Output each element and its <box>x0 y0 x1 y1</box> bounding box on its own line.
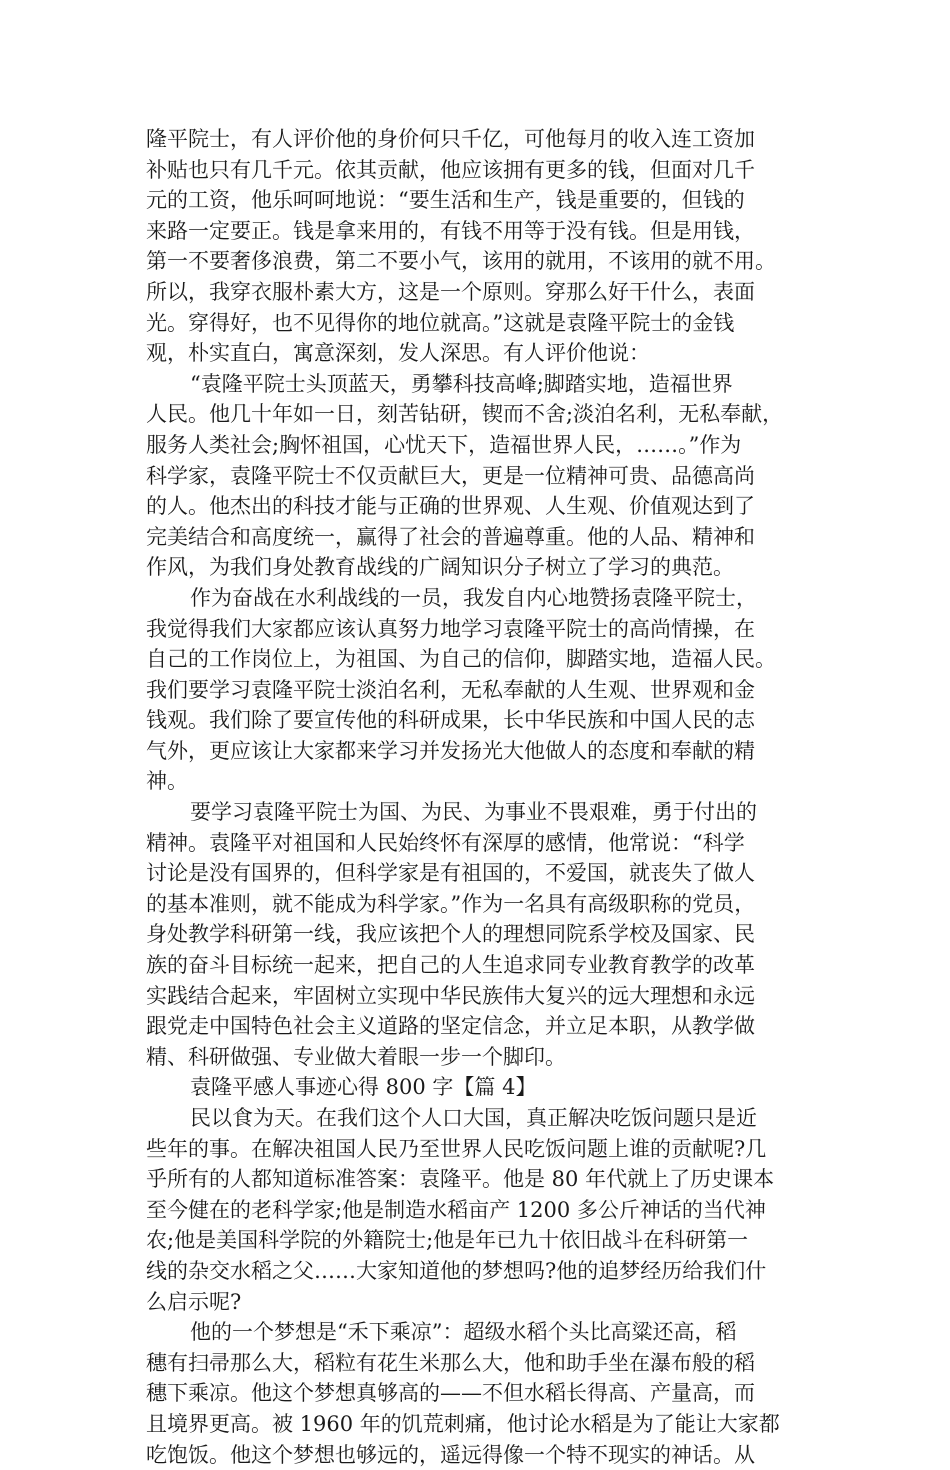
text-line: 作为奋战在水利战线的一员，我发自内心地赞扬袁隆平院士， <box>190 585 757 610</box>
text-line: 补贴也只有几千元。依其贡献，他应该拥有更多的钱，但面对几千 <box>146 157 755 182</box>
text-line: 钱观。我们除了要宣传他的科研成果，长中华民族和中国人民的志 <box>146 708 755 733</box>
text-line: 穗有扫帚那么大，稻粒有花生米那么大，他和助手坐在瀑布般的稻 <box>146 1350 755 1375</box>
text-line: 科学家，袁隆平院士不仅贡献巨大，更是一位精神可贵、品德高尚 <box>146 463 755 488</box>
text-line: 来路一定要正。钱是拿来用的，有钱不用等于没有钱。但是用钱， <box>146 218 755 243</box>
text-line: 气外，更应该让大家都来学习并发扬光大他做人的态度和奉献的精 <box>146 738 755 763</box>
text-line: 跟党走中国特色社会主义道路的坚定信念，并立足本职，从教学做 <box>146 1014 755 1039</box>
text-line: 身处教学科研第一线，我应该把个人的理想同院系学校及国家、民 <box>146 922 755 947</box>
text-line: 我们要学习袁隆平院士淡泊名利，无私奉献的人生观、世界观和金 <box>146 677 755 702</box>
text-line: “袁隆平院士头顶蓝天，勇攀科技高峰;脚踏实地，造福世界 <box>190 371 733 396</box>
text-line: 神。 <box>146 769 188 794</box>
text-line: 穗下乘凉。他这个梦想真够高的——不但水稻长得高、产量高，而 <box>146 1381 755 1406</box>
text-line: 些年的事。在解决祖国人民乃至世界人民吃饭问题上谁的贡献呢?几 <box>146 1136 767 1161</box>
text-line: 农;他是美国科学院的外籍院士;他是年已九十依旧战斗在科研第一 <box>146 1228 749 1253</box>
text-line: 讨论是没有国界的，但科学家是有祖国的，不爱国，就丧失了做人 <box>146 861 755 886</box>
text-line: 第一不要奢侈浪费，第二不要小气，该用的就用，不该用的就不用。 <box>146 249 776 274</box>
text-line: 作风，为我们身处教育战线的广阔知识分子树立了学习的典范。 <box>146 555 734 580</box>
text-line: 吃饱饭。他这个梦想也够远的，遥远得像一个特不现实的神话。从 <box>146 1442 755 1467</box>
text-line: 族的奋斗目标统一起来，把自己的人生追求同专业教育教学的改革 <box>146 953 755 978</box>
text-line: 的人。他杰出的科技才能与正确的世界观、人生观、价值观达到了 <box>146 494 755 519</box>
text-line: 完美结合和高度统一，赢得了社会的普遍尊重。他的人品、精神和 <box>146 524 755 549</box>
text-line: 所以，我穿衣服朴素大方，这是一个原则。穿那么好干什么，表面 <box>146 279 755 304</box>
text-line: 服务人类社会;胸怀祖国，心忧天下，造福世界人民，……。”作为 <box>146 432 742 457</box>
text-line: 且境界更高。被 1960 年的饥荒刺痛，他讨论水稻是为了能让大家都 <box>146 1411 780 1436</box>
text-line: 乎所有的人都知道标准答案：袁隆平。他是 80 年代就上了历史课本 <box>146 1167 775 1192</box>
text-line: 隆平院士，有人评价他的身价何只千亿，可他每月的收入连工资加 <box>146 127 755 151</box>
text-line: 元的工资，他乐呵呵地说：“要生活和生产，钱是重要的，但钱的 <box>146 188 745 213</box>
text-line: 么启示呢? <box>146 1289 242 1314</box>
text-line: 光。穿得好，也不见得你的地位就高。”这就是袁隆平院士的金钱 <box>146 310 735 335</box>
text-line: 精神。袁隆平对祖国和人民始终怀有深厚的感情，他常说：“科学 <box>146 830 745 855</box>
text-line: 民以食为天。在我们这个人口大国，真正解决吃饭问题只是近 <box>190 1106 757 1130</box>
text-line: 实践结合起来，牢固树立实现中华民族伟大复兴的远大理想和永远 <box>146 983 755 1008</box>
text-line: 至今健在的老科学家;他是制造水稻亩产 1200 多公斤神话的当代神 <box>146 1197 766 1222</box>
text-line: 我觉得我们大家都应该认真努力地学习袁隆平院士的高尚情操，在 <box>146 616 755 641</box>
text-line: 自己的工作岗位上，为祖国、为自己的信仰，脚踏实地，造福人民。 <box>146 647 776 672</box>
text-line: 他的一个梦想是“禾下乘凉”：超级水稻个头比高粱还高，稻 <box>190 1320 737 1345</box>
text-line: 的基本准则，就不能成为科学家。”作为一名具有高级职称的党员， <box>146 891 756 916</box>
text-line: 精、科研做强、专业做大着眼一步一个脚印。 <box>146 1044 566 1069</box>
text-line: 观，朴实直白，寓意深刻，发人深思。有人评价他说： <box>146 341 650 366</box>
text-line: 人民。他几十年如一日，刻苦钻研，锲而不舍;淡泊名利，无私奉献， <box>146 402 784 427</box>
text-line: 线的杂交水稻之父……大家知道他的梦想吗?他的追梦经历给我们什 <box>146 1258 767 1283</box>
document-body <box>146 124 826 1470</box>
text-line: 要学习袁隆平院士为国、为民、为事业不畏艰难，勇于付出的 <box>190 800 757 825</box>
text-line: 袁隆平感人事迹心得 800 字【篇 4】 <box>190 1075 537 1100</box>
